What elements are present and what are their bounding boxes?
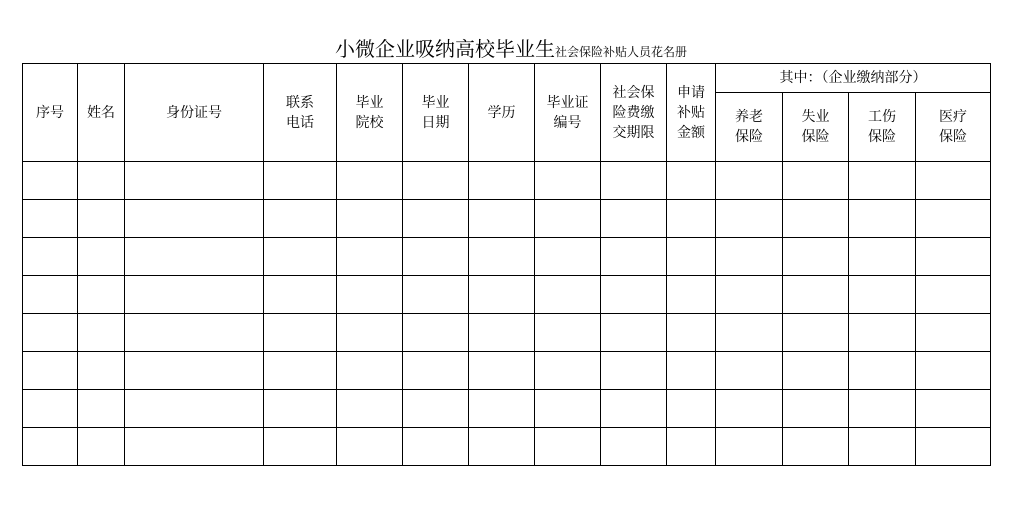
cell-seq	[23, 162, 78, 200]
cell-education	[469, 428, 535, 466]
cell-id-number	[125, 428, 264, 466]
cell-education	[469, 238, 535, 276]
cell-injury	[849, 162, 916, 200]
cell-payment-period	[601, 162, 667, 200]
cell-injury	[849, 200, 916, 238]
cell-education	[469, 352, 535, 390]
cell-injury	[849, 352, 916, 390]
cell-certificate-number	[535, 390, 601, 428]
header-certificate-number: 毕业证 编号	[535, 64, 601, 162]
cell-certificate-number	[535, 200, 601, 238]
cell-graduation-date	[403, 314, 469, 352]
cell-graduation-date	[403, 352, 469, 390]
header-seq: 序号	[23, 64, 78, 162]
cell-seq	[23, 390, 78, 428]
cell-unemployment	[783, 390, 849, 428]
cell-id-number	[125, 276, 264, 314]
table-header	[23, 64, 991, 162]
header-medical-insurance: 医疗 保险	[916, 93, 991, 162]
cell-injury	[849, 314, 916, 352]
cell-payment-period	[601, 390, 667, 428]
cell-school	[337, 314, 403, 352]
cell-name	[78, 314, 125, 352]
cell-graduation-date	[403, 390, 469, 428]
document-title	[0, 33, 1022, 63]
cell-unemployment	[783, 314, 849, 352]
header-name: 姓名	[78, 64, 125, 162]
cell-unemployment	[783, 200, 849, 238]
cell-medical	[916, 238, 991, 276]
cell-name	[78, 352, 125, 390]
table-row	[23, 390, 991, 428]
cell-name	[78, 428, 125, 466]
cell-name	[78, 238, 125, 276]
table-row	[23, 276, 991, 314]
cell-education	[469, 200, 535, 238]
cell-injury	[849, 276, 916, 314]
cell-injury	[849, 390, 916, 428]
cell-school	[337, 428, 403, 466]
header-injury-insurance: 工伤 保险	[849, 93, 916, 162]
table-body	[23, 162, 991, 466]
cell-pension	[716, 390, 783, 428]
header-subsidy-amount: 申请 补贴 金额	[667, 64, 716, 162]
cell-phone	[264, 352, 337, 390]
cell-payment-period	[601, 314, 667, 352]
cell-payment-period	[601, 276, 667, 314]
title-sub: 社会保险补贴人员花名册	[554, 45, 687, 59]
cell-medical	[916, 162, 991, 200]
cell-phone	[264, 162, 337, 200]
cell-pension	[716, 162, 783, 200]
cell-medical	[916, 200, 991, 238]
cell-graduation-date	[403, 200, 469, 238]
cell-education	[469, 162, 535, 200]
cell-pension	[716, 352, 783, 390]
table-row	[23, 200, 991, 238]
cell-subsidy-amount	[667, 352, 716, 390]
title-main: 小微企业吸纳高校毕业生	[334, 37, 555, 61]
cell-pension	[716, 314, 783, 352]
cell-medical	[916, 314, 991, 352]
cell-pension	[716, 428, 783, 466]
cell-certificate-number	[535, 162, 601, 200]
cell-pension	[716, 200, 783, 238]
cell-payment-period	[601, 352, 667, 390]
cell-subsidy-amount	[667, 314, 716, 352]
table-row	[23, 238, 991, 276]
cell-id-number	[125, 238, 264, 276]
cell-subsidy-amount	[667, 162, 716, 200]
cell-subsidy-amount	[667, 238, 716, 276]
header-school: 毕业 院校	[337, 64, 403, 162]
header-unemployment-insurance: 失业 保险	[783, 93, 849, 162]
cell-education	[469, 276, 535, 314]
cell-subsidy-amount	[667, 276, 716, 314]
cell-id-number	[125, 200, 264, 238]
cell-certificate-number	[535, 314, 601, 352]
cell-subsidy-amount	[667, 428, 716, 466]
table-row	[23, 352, 991, 390]
cell-medical	[916, 428, 991, 466]
cell-school	[337, 276, 403, 314]
cell-phone	[264, 314, 337, 352]
cell-school	[337, 352, 403, 390]
cell-education	[469, 390, 535, 428]
cell-graduation-date	[403, 238, 469, 276]
cell-certificate-number	[535, 276, 601, 314]
cell-unemployment	[783, 352, 849, 390]
cell-phone	[264, 238, 337, 276]
cell-school	[337, 390, 403, 428]
cell-certificate-number	[535, 238, 601, 276]
cell-name	[78, 276, 125, 314]
cell-payment-period	[601, 200, 667, 238]
cell-seq	[23, 428, 78, 466]
cell-name	[78, 200, 125, 238]
header-pension-insurance: 养老 保险	[716, 93, 783, 162]
cell-school	[337, 200, 403, 238]
header-payment-period: 社会保 险费缴 交期限	[601, 64, 667, 162]
cell-education	[469, 314, 535, 352]
cell-unemployment	[783, 428, 849, 466]
cell-injury	[849, 428, 916, 466]
header-id-number: 身份证号	[125, 64, 264, 162]
cell-unemployment	[783, 276, 849, 314]
cell-certificate-number	[535, 428, 601, 466]
cell-injury	[849, 238, 916, 276]
cell-seq	[23, 276, 78, 314]
cell-id-number	[125, 352, 264, 390]
header-enterprise-share-group: 其中：（企业缴纳部分）	[716, 64, 991, 93]
cell-id-number	[125, 162, 264, 200]
cell-subsidy-amount	[667, 200, 716, 238]
cell-unemployment	[783, 238, 849, 276]
table-row	[23, 162, 991, 200]
cell-graduation-date	[403, 428, 469, 466]
table-row	[23, 314, 991, 352]
cell-seq	[23, 314, 78, 352]
cell-pension	[716, 238, 783, 276]
cell-medical	[916, 276, 991, 314]
cell-seq	[23, 200, 78, 238]
cell-payment-period	[601, 428, 667, 466]
cell-certificate-number	[535, 352, 601, 390]
cell-name	[78, 390, 125, 428]
cell-school	[337, 162, 403, 200]
cell-seq	[23, 238, 78, 276]
header-phone: 联系 电话	[264, 64, 337, 162]
cell-id-number	[125, 390, 264, 428]
cell-name	[78, 162, 125, 200]
roster-table	[22, 63, 991, 466]
cell-phone	[264, 276, 337, 314]
cell-unemployment	[783, 162, 849, 200]
cell-medical	[916, 352, 991, 390]
cell-phone	[264, 200, 337, 238]
cell-phone	[264, 390, 337, 428]
cell-graduation-date	[403, 162, 469, 200]
cell-seq	[23, 352, 78, 390]
cell-school	[337, 238, 403, 276]
header-education: 学历	[469, 64, 535, 162]
cell-payment-period	[601, 238, 667, 276]
cell-phone	[264, 428, 337, 466]
header-graduation-date: 毕业 日期	[403, 64, 469, 162]
cell-id-number	[125, 314, 264, 352]
cell-medical	[916, 390, 991, 428]
cell-subsidy-amount	[667, 390, 716, 428]
cell-graduation-date	[403, 276, 469, 314]
table-row	[23, 428, 991, 466]
cell-pension	[716, 276, 783, 314]
